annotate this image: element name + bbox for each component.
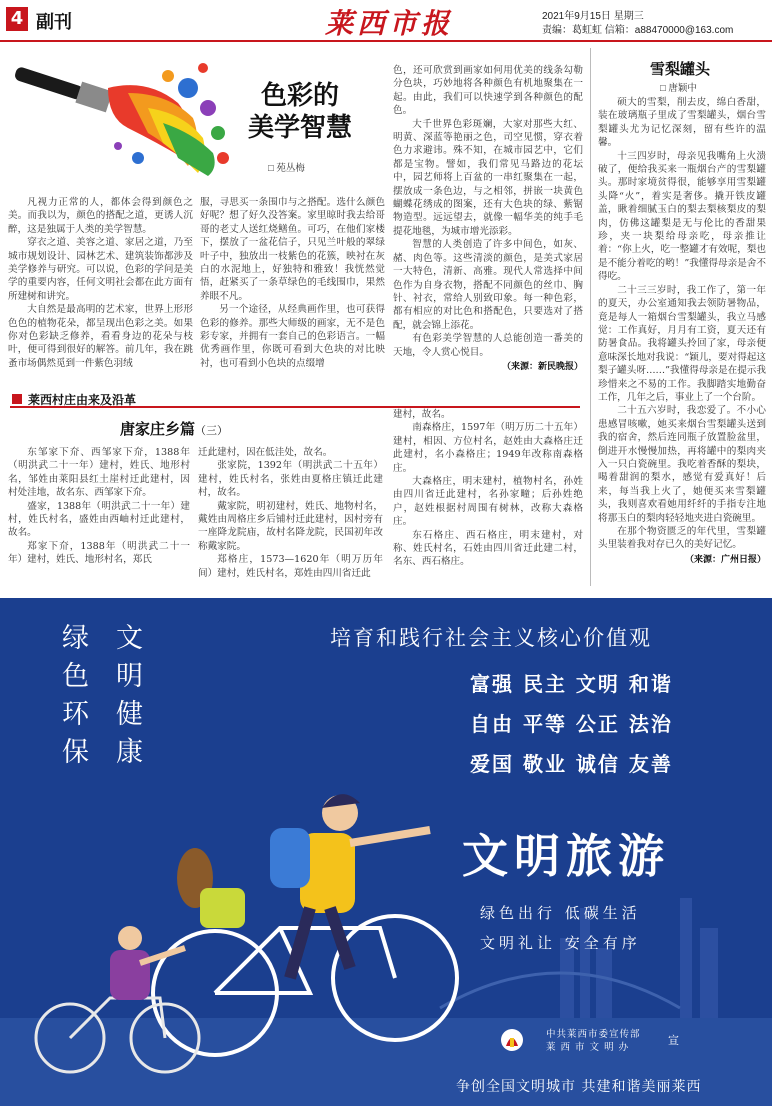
paragraph: 另一个途径，从经典画作里，也可获得色彩的修养。那些大师级的画家，无不是色彩专家，并拥有一套自己的色彩语言。一幅优秀画作里，你既可看到大色块的对比映衬，也可看到小色块的点缀增: [200, 304, 385, 369]
paragraph: 硕大的雪梨，削去皮，绵白香甜，装在玻璃瓶子里成了雪梨罐头，烟台雪梨罐头尤为记忆深刻，留有些许的温馨。: [598, 97, 766, 149]
page-number: 4: [6, 7, 28, 31]
article1-title-line2: 美学智慧: [247, 113, 352, 143]
issue-date: 2021年9月15日 星期三: [542, 11, 644, 22]
article3-part: （三）: [195, 424, 229, 437]
paragraph: 大自然是最高明的艺术家，世界上形形色色的植物花朵，都呈现出色彩之美。如果你对色彩缺乏修养，看看身边的花朵与枝叶，便可得到很好的解答。前几年，我在跳蚤市场偶然觅到一件紫色羽绒: [8, 304, 193, 369]
values-line: 爱国 敬业 诚信 友善: [470, 752, 673, 776]
editor-info: 责编：葛虹虹 信箱：a88470000@163.com: [542, 25, 734, 36]
paragraph: 服，寻思买一条围巾与之搭配。选什么颜色好呢？想了好久没答案。家里晾时我去给哥哥的老丈人送红烧鳝鱼。可巧，在他们家楼下，摆放了一盆花信子，只见兰叶般的翠绿叶子中，独放出一枝紫色的花簇，映衬在灰白的水泥地上，好独特和雅致！我恍然觉悟，赶紧买了一条草绿色的毛线围巾，果然养眼不凡。: [200, 197, 385, 302]
paragraph: 十三四岁时，母亲见我嘴角上火溃破了，便给我买来一瓶烟台产的雪梨罐头。那时家境贫得很，能够享用雪梨罐头降“火”，着实是奢侈。撬开铁皮罐盖，瞅着细腻玉白的梨去梨核梨皮的梨肉，仿佛这罐梨是无与伦比的香甜果珍，夹一块梨给母亲吃，母亲推让着：“你上火，吃一整罐才有效呢，梨也是不能分着吃的哟！”我懂得母亲是舍不得吃。: [598, 150, 766, 283]
paragraph: 有色彩美学智慧的人总能创造一番美的天地，令人赏心悦目。: [393, 333, 583, 358]
paragraph: 在那个物资匮乏的年代里，雪梨罐头里装着我对存已久的美好记忆。: [598, 526, 766, 551]
char: 色: [62, 661, 95, 692]
char: 康: [116, 737, 149, 768]
article1-col3: [393, 64, 583, 372]
header-meta: [542, 10, 733, 38]
paragraph: 穿衣之道、美容之道、家居之道，乃至城市规划设计、园林艺术、建筑装饰都涉及美学修养与研究。可以说，色彩的学问是美学的重要内容，任何文明社会都在此方面有所建树和讲究。: [8, 237, 193, 302]
paragraph: 迁此建村，因在低洼处，故名。: [198, 447, 333, 458]
core-values-headline: 培育和践行社会主义核心价值观: [330, 626, 652, 650]
values-line: 富强 民主 文明 和谐: [470, 672, 673, 696]
paragraph: 二十五六岁时，我恋爱了。不小心患感冒咳嗽，她买来烟台雪梨罐头送到我的宿舍，然后连同瓶子放置脸盆里，倒进开水慢慢加热，再将罐中的梨肉夹入一只白瓷碗里。我吃着香酥的梨块，喝着甜润的梨水，感觉有爱真好！后来，每当我上火了，她便买来雪梨罐头，我则喜欢看她用纤纤的手指专注地将那玉白的梨肉轻轻地夹进白瓷碗里。: [598, 405, 766, 524]
char: 环: [62, 699, 95, 730]
vertical-slogan-left: [62, 620, 95, 772]
paragraph: 郑家下夼，1388年（明洪武二十一年）建村，姓氏、地形村名，郑氏: [8, 540, 190, 566]
header-rule: [0, 40, 772, 42]
column-divider: [590, 48, 591, 586]
char: 文: [116, 623, 149, 654]
section-bar: [10, 390, 580, 408]
paragraph: 东石格庄、西石格庄，明末建村，对称、姓氏村名，石姓由四川省迁此建二村，名东、西石格庄。: [393, 529, 583, 568]
paragraph: 智慧的人类创造了许多中间色，如灰、赭、肉色等。这些清淡的颜色，是美式家居一大特色，清新、高雅。现代人常选择中间色作为自身衣物，搭配不同颜色的丝巾、胸针、衬衣，常给人别致印象。每一种色彩，都有相应的对比色和搭配色，只要选对了搭配，就会锦上添花。: [393, 239, 583, 331]
paragraph: 大森格庄，明末建村，植物村名，孙姓由四川省迁此建村，名孙家疃；后孙姓绝户，赵姓根据村周围有树林，改称大森格庄。: [393, 476, 583, 528]
article2-source: （来源：广州日报）: [684, 553, 766, 564]
paragraph: 大千世界色彩斑斓，大家对那些大红、明黄、深蓝等艳丽之色，司空见惯，穿衣着色力求避讳。殊不知，在城市园艺中，它们都是宝物。譬如，我们常见马路边的花坛中，园艺师将上百盆的一串红聚集在一起，摆放成一条色边，与之相邻，拼嵌一块黄色蝴蝶花绣成的图案，还有大色块的绿、紫锯物造型。远远望去，就像一幅华美的纯手毛提花地毯，为城市增光添彩。: [393, 118, 583, 237]
section-bar-title: 莱西村庄由来及沿革: [28, 393, 137, 407]
section-marker-icon: [12, 394, 22, 404]
article3-col3: [393, 408, 583, 569]
char: 健: [116, 699, 149, 730]
article1-title-line1: 色彩的: [260, 81, 339, 111]
article2-body: [598, 96, 766, 565]
paragraph: 建村，故名。: [393, 409, 451, 420]
poster-org-suffix: 宣: [668, 1034, 680, 1047]
organizer: 中共莱西市委宣传部: [546, 1029, 641, 1040]
civic-poster: [0, 598, 772, 1106]
poster-subtitle2: 文明礼让 安全有序: [480, 934, 641, 952]
paint-brush-illustration: [8, 48, 233, 178]
article1-col1: [8, 196, 193, 370]
char: 绿: [62, 623, 95, 654]
paragraph: 盛家，1388年（明洪武二十一年）建村，姓氏村名，盛姓由西岫村迁此建村，故名。: [8, 500, 190, 539]
vertical-slogan-right: [116, 620, 149, 772]
paragraph: 凡视力正常的人，都体会得到颜色之美。而我以为，颜色的搭配之道，更诱人沉醉，这是独属于人类的美学智慧。: [8, 197, 193, 235]
poster-footer-slogan: 争创全国文明城市 共建和谐美丽莱西: [456, 1079, 702, 1095]
core-values-list: [470, 664, 673, 784]
masthead: 莱西市报: [325, 7, 454, 40]
char: 明: [116, 661, 149, 692]
article1-title: [220, 80, 380, 144]
article1-col2: [200, 196, 385, 370]
article2-byline: □ 唐颖中: [660, 83, 697, 94]
paragraph: 二十三三岁时，我工作了，第一年的夏天，办公室通知我去领防暑物品，竟是每人一箱烟台雪梨罐头，我立马感觉：工作真好，月月有工资，夏天还有防暑食品。我将罐头拎回了家，母亲便意味深长地对我说：“颖儿，要对得起这梨子罐头呀……”我懂得母亲是在提示我珍惜来之不易的工作。我脚踏实地勤奋工作，几年之后，事业上了一个台阶。: [598, 284, 766, 403]
paragraph: 戴家院，明初建村，姓氏、地物村名，戴姓由周格庄乡后铺村迁此建村，因村旁有一座降龙院庙，故村名降龙院，民国初年改称戴家院。: [198, 500, 383, 552]
paragraph: 色，还可欣赏到画家如何用优美的线条勾勒分色块，巧妙地将各种颜色有机地聚集在一起。由此，我们可以快速学到各种颜色的配色。: [393, 65, 583, 117]
article3-title: [120, 418, 228, 439]
article3-col1: [8, 446, 190, 567]
organizer: 莱 西 市 文 明 办: [546, 1042, 630, 1053]
paragraph: 郑格庄，1573—1620年（明万历年间）建村，姓氏村名，郑姓由四川省迁此: [198, 554, 383, 579]
paragraph: 张家院，1392年（明洪武二十五年）建村，姓氏村名，张姓由夏格庄镇迁此建村，故名。: [198, 460, 383, 499]
paragraph: 南森格庄，1597年（明万历二十五年）建村，相因、方位村名，赵姓由大森格庄迁此建村，名小森格庄；1949年改称南森格庄。: [393, 422, 583, 474]
char: 保: [62, 737, 95, 768]
paragraph: 东邹家下夼、西邹家下夼，1388年（明洪武二十一年）建村，姓氏、地形村名，邹姓由莱阳县红土崖村迁此建村，因村处洼地，故名东、西邹家下夼。: [8, 447, 190, 499]
values-line: 自由 平等 公正 法治: [470, 712, 673, 736]
article2-title: 雪梨罐头: [649, 60, 710, 78]
article1-byline: □ 苑丛梅: [268, 163, 305, 174]
poster-main-title: 文明旅游: [462, 829, 670, 883]
article3-title-text: 唐家庄乡篇: [120, 420, 196, 438]
article3-col2: [198, 446, 383, 580]
section-name: 副刊: [36, 12, 72, 33]
civilization-emblem-icon: [500, 1026, 524, 1054]
poster-organizers: [546, 1028, 641, 1054]
poster-subtitle1: 绿色出行 低碳生活: [480, 904, 641, 922]
article1-source: （来源：新民晚报）: [501, 360, 583, 371]
